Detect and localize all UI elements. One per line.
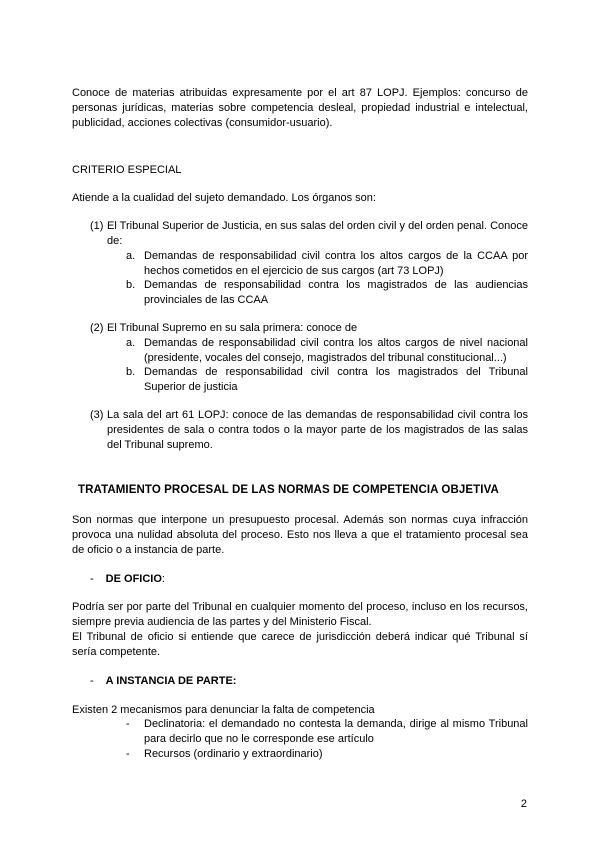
- sub-list-item: [126, 278, 528, 308]
- de-oficio-label: DE OFICIO: [105, 573, 162, 585]
- bullet-item-text: Declinatoria: el demandado no contesta la demanda, dirige al mismo Tribunal para decirlo que no le corresponde ese artículo: [144, 718, 528, 745]
- criterio-especial-intro: Atiende a la cualidad del sujeto demandado. Los órganos son:: [72, 192, 376, 204]
- instancia-intro: Existen 2 mecanismos para denunciar la falta de competencia: [72, 704, 375, 716]
- dash-marker: -: [126, 718, 130, 730]
- sub-item-text: Demandas de responsabilidad civil contra los altos cargos de nivel nacional (presidente, vocales del consejo, magistrados del tribunal constitucional...): [144, 337, 528, 364]
- intro-paragraph: Conoce de materias atribuidas expresamente por el art 87 LOPJ. Ejemplos: concurso de personas jurídicas, materias sobre competencia desleal, propiedad industrial e intelectual, publicidad, acciones colectivas (consumidor-usuario).: [72, 87, 528, 129]
- de-oficio-paragraph-2: El Tribunal de oficio si entiende que carece de jurisdicción deberá indicar qué Tribunal sí sería competente.: [72, 631, 528, 658]
- list-item-text: El Tribunal Superior de Justicia, en sus salas del orden civil y del orden penal. Conoce de:: [107, 220, 528, 247]
- dash-marker: -: [90, 675, 94, 687]
- section-heading: TRATAMIENTO PROCESAL DE LAS NORMAS DE COMPETENCIA OBJETIVA: [78, 484, 499, 496]
- sub-item-marker: b.: [126, 279, 136, 291]
- dash-marker: -: [126, 748, 130, 760]
- sub-item-marker: b.: [126, 366, 136, 378]
- list-item: [90, 408, 528, 453]
- de-oficio-paragraph-1: Podría ser por parte del Tribunal en cualquier momento del proceso, incluso en los recursos, siempre previa audiencia de las partes y del Ministerio Fiscal.: [72, 601, 528, 628]
- sub-list-item: [126, 365, 528, 395]
- list-item: [90, 219, 528, 249]
- criterio-especial-title: CRITERIO ESPECIAL: [72, 164, 182, 176]
- bullet-item-text: Recursos (ordinario y extraordinario): [144, 748, 323, 760]
- instancia-heading: [90, 674, 236, 689]
- de-oficio-suffix: :: [161, 573, 165, 585]
- list-item-marker: (1): [90, 220, 104, 232]
- list-item-marker: (3): [90, 409, 104, 421]
- list-item-text: La sala del art 61 LOPJ: conoce de las demandas de responsabilidad civil contra los presidentes de sala o contra todos o la mayor parte de los magistrados de las salas del Tribunal supremo.: [107, 409, 528, 451]
- sub-item-marker: a.: [126, 337, 136, 349]
- bullet-item: [126, 717, 528, 747]
- dash-marker: -: [90, 573, 94, 585]
- list-item: [90, 321, 528, 336]
- list-item-marker: (2): [90, 322, 104, 334]
- de-oficio-heading: [90, 572, 165, 587]
- sub-list-item: [126, 249, 528, 279]
- sub-item-text: Demandas de responsabilidad civil contra los altos cargos de la CCAA por hechos cometidos en el ejercicio de sus cargos (art 73 LOPJ): [144, 250, 528, 277]
- bullet-item: [126, 747, 528, 762]
- sub-item-marker: a.: [126, 250, 136, 262]
- sub-list-item: [126, 336, 528, 366]
- sub-item-text: Demandas de responsabilidad contra los magistrados de las audiencias provinciales de las CCAA: [144, 279, 528, 306]
- page-number: 2: [520, 798, 527, 810]
- sub-item-text: Demandas de responsabilidad civil contra los magistrados del Tribunal Superior de justicia: [144, 366, 528, 393]
- instancia-label: A INSTANCIA DE PARTE:: [105, 675, 237, 687]
- tratamiento-paragraph: Son normas que interpone un presupuesto procesal. Además son normas cuya infracción provoca una nulidad absoluta del proceso. Esto nos lleva a que el tratamiento procesal sea de oficio o a instancia de parte.: [72, 514, 528, 556]
- list-item-text: El Tribunal Supremo en su sala primera: conoce de: [107, 322, 358, 334]
